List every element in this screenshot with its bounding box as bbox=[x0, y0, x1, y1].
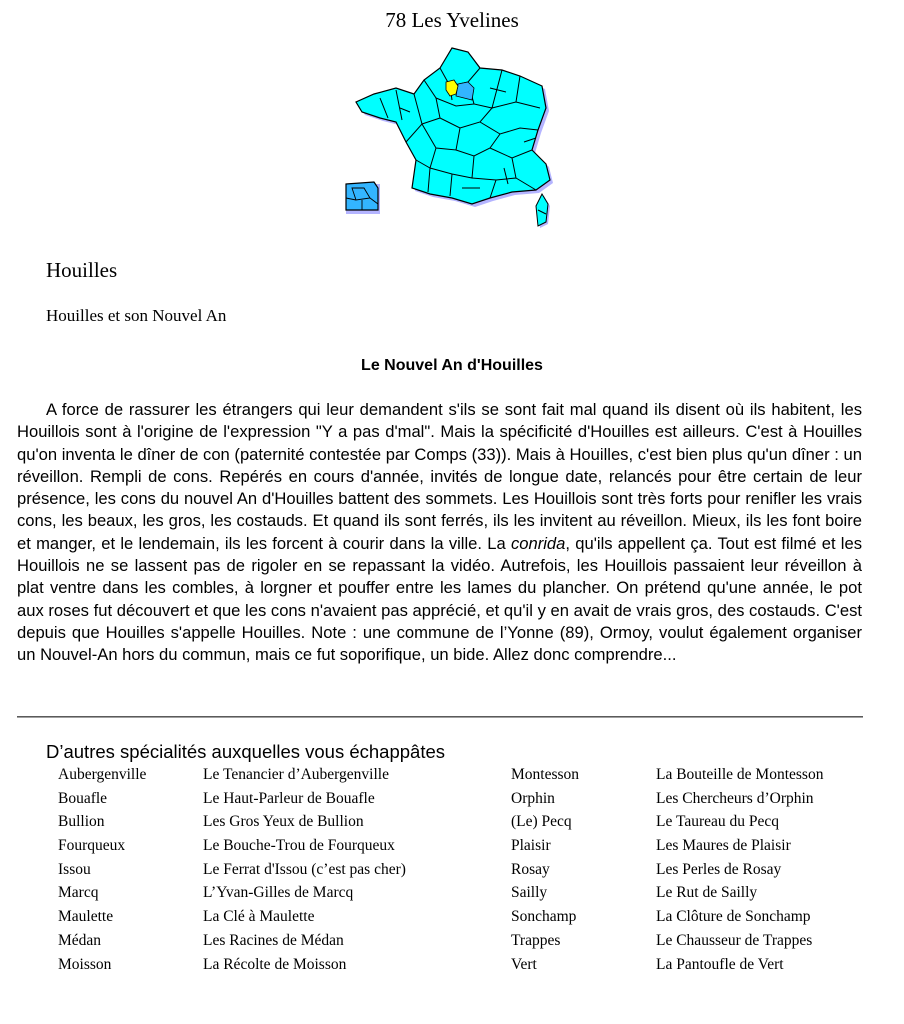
specialty-name: Les Gros Yeux de Bullion bbox=[203, 813, 364, 831]
town-name: Orphin bbox=[511, 789, 555, 807]
article-subtitle: Houilles et son Nouvel An bbox=[46, 306, 227, 325]
specialty-name: La Récolte de Moisson bbox=[203, 955, 347, 973]
town-name: Sailly bbox=[511, 884, 548, 902]
france-departments-map bbox=[340, 38, 570, 234]
article-body bbox=[17, 399, 862, 667]
town-name: Montesson bbox=[511, 766, 580, 783]
town-name: Marcq bbox=[58, 884, 99, 902]
specialty-name: Les Maures de Plaisir bbox=[656, 837, 791, 855]
specialty-name: Le Tenancier d’Aubergenville bbox=[203, 766, 389, 783]
specialty-name: Les Racines de Médan bbox=[203, 931, 344, 949]
specialty-name: La Clôture de Sonchamp bbox=[656, 908, 811, 926]
specialty-name: Les Perles de Rosay bbox=[656, 860, 782, 878]
specialty-name: Le Rut de Sailly bbox=[656, 884, 758, 902]
town-name: Bullion bbox=[58, 813, 105, 831]
article-heading: Le Nouvel An d'Houilles bbox=[361, 357, 543, 374]
town-name: Maulette bbox=[58, 908, 114, 926]
town-name: Aubergenville bbox=[58, 766, 147, 783]
specialty-name: La Bouteille de Montesson bbox=[656, 766, 824, 783]
specialty-name: Le Taureau du Pecq bbox=[656, 813, 780, 831]
town-name: Rosay bbox=[511, 860, 550, 878]
specialty-name: L’Yvan-Gilles de Marcq bbox=[203, 884, 354, 902]
town-name: Moisson bbox=[58, 955, 112, 973]
town-name: Bouafle bbox=[58, 789, 108, 807]
town-name: Trappes bbox=[511, 931, 561, 949]
paris-inset bbox=[346, 182, 380, 214]
town-name: Fourqueux bbox=[58, 837, 126, 855]
town-name: Médan bbox=[58, 931, 102, 949]
town-name: Plaisir bbox=[511, 837, 551, 855]
specialty-name: Les Chercheurs d’Orphin bbox=[656, 789, 814, 807]
specialty-name: Le Ferrat d'Issou (c’est pas cher) bbox=[203, 860, 406, 878]
article-text-part-2: , qu'ils appellent ça. Tout est filmé et les Houillois ne se lassent pas de rigoler en se repassant la vidéo. Autrefois, les Houillois passaient leur réveillon à plat ventre dans les combles, à lorgner et pouffer entre les lames du plancher. On prétend qu'une année, le pot aux roses fut découvert et que les cons n'avaient pas apprécié, et qu'il y en avait de vrais gros, des costauds. C'est depuis que Houilles s'appelle Houilles. Note : une commune de l’Yonne (89), Ormoy, voulut également organiser un Nouvel-An hors du commun, mais ce fut soporifique, un bide. Allez donc comprendre... bbox=[17, 533, 862, 665]
specialty-name: La Clé à Maulette bbox=[203, 908, 315, 926]
specialty-name: Le Bouche-Trou de Fourqueux bbox=[203, 837, 395, 855]
section-divider bbox=[17, 716, 863, 718]
town-name: (Le) Pecq bbox=[511, 813, 572, 831]
commune-title: Houilles bbox=[46, 258, 118, 282]
town-name: Vert bbox=[511, 955, 537, 973]
specialty-name: Le Chausseur de Trappes bbox=[656, 931, 813, 949]
town-name: Sonchamp bbox=[511, 908, 577, 926]
article-text-part-1: A force de rassurer les étrangers qui leur demandent s'ils se sont fait mal quand ils disent où ils habitent, les Houillois sont à l'origine de l'expression "Y a pas d'mal". Mais la spécificité d'Houilles est ailleurs. C'est à Houilles qu'on inventa le dîner de con (paternité contestée par Comps (33)). Mais à Houilles, c'est bien plus qu'un dîner : un réveillon. Rempli de cons. Repérés en cours d'année, invités de longue date, relancés pour être certain de leur présence, les cons du nouvel An d'Houilles battent des sommets. Les Houillois sont très forts pour renifler les vrais cons, les beaux, les gros, les costauds. Et quand ils sont ferrés, ils les invitent au réveillon. Mieux, ils les font boire et manger, et le lendemain, ils les forcent à courir dans la ville. La bbox=[17, 400, 862, 553]
town-name: Issou bbox=[58, 860, 91, 878]
corsica bbox=[536, 194, 548, 226]
page-title: 78 Les Yvelines bbox=[385, 8, 519, 32]
article-italic-term: conrida bbox=[510, 533, 566, 553]
other-specialties-heading: D’autres spécialités auxquelles vous échappâtes bbox=[46, 741, 446, 762]
specialty-name: Le Haut-Parleur de Bouafle bbox=[203, 789, 375, 807]
specialty-name: La Pantoufle de Vert bbox=[656, 955, 784, 973]
